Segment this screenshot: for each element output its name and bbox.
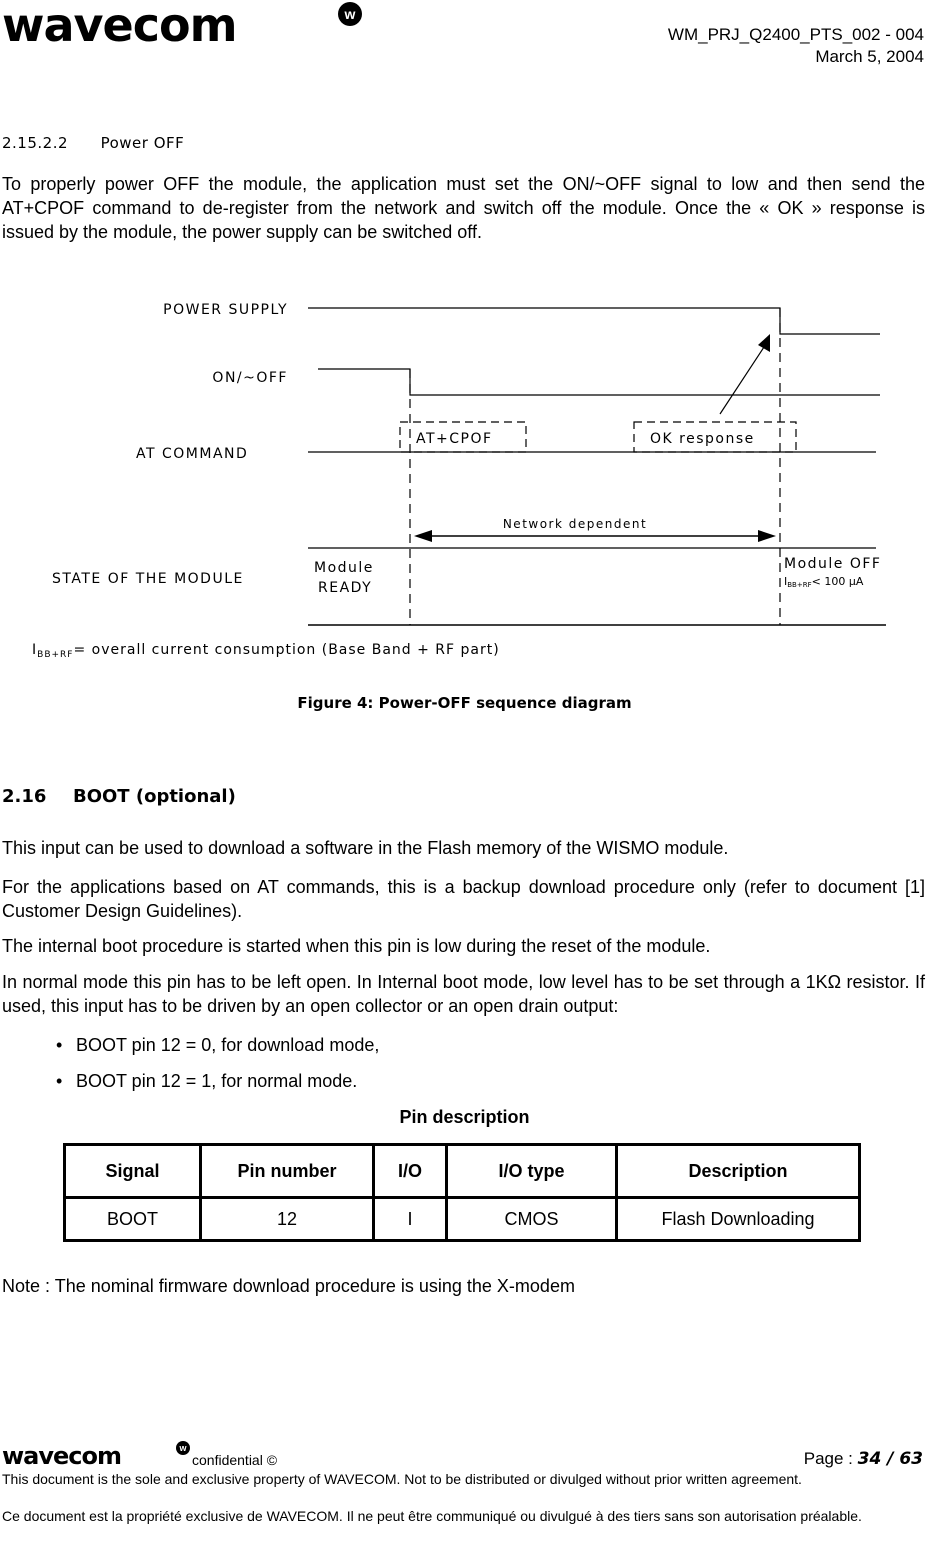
wavecom-logo-mark-icon: w: [338, 2, 362, 26]
table-cell: Flash Downloading: [617, 1198, 860, 1241]
table-cell: BOOT: [65, 1198, 201, 1241]
boot-paragraph-2: For the applications based on AT commands, this is a backup download procedure only (refer to document [1] Customer Design Guidelines).: [2, 877, 925, 921]
current-subscript: BB+RF: [787, 581, 812, 589]
network-arrowhead-left: [414, 530, 432, 542]
bullet-item: BOOT pin 12 = 0, for download mode,: [76, 1035, 380, 1055]
table-cell: CMOS: [447, 1198, 617, 1241]
figure-caption: Figure 4: Power-OFF sequence diagram: [297, 694, 632, 712]
footer-legal-fr: Ce document est la propriété exclusive de WAVECOM. Il ne peut être communiqué ou divulgué à des tiers sans son autorisation préalable.: [2, 1508, 862, 1524]
table-header-cell: I/O: [374, 1145, 447, 1198]
legend-current-symbol: I: [32, 642, 38, 658]
boot-paragraph-4: In normal mode this pin has to be left open. In Internal boot mode, low level has to be set through a 1KΩ resistor. If used, this input has to be driven by an open collector or an open drain output:: [2, 972, 925, 1016]
boot-paragraph-3: The internal boot procedure is started when this pin is low during the reset of the module.: [2, 936, 711, 956]
at-cpof-label: AT+CPOF: [416, 431, 493, 447]
footer-logo-text: wavecom: [2, 1442, 122, 1470]
footer-legal-en: This document is the sole and exclusive property of WAVECOM. Not to be distributed or divulged without prior written agreement.: [2, 1471, 802, 1487]
subsection-number: 2.15.2.2: [2, 134, 69, 152]
current-legend: [32, 642, 500, 660]
signal-label-on-off: ON/~OFF: [212, 370, 288, 386]
boot-paragraph-1: This input can be used to download a software in the Flash memory of the WISMO module.: [2, 838, 729, 858]
on-off-waveform: [318, 369, 880, 395]
page-label: Page :: [803, 1449, 853, 1468]
module-off-current: [784, 575, 864, 589]
table-header-cell: Pin number: [201, 1145, 374, 1198]
page-number: 34 / 63: [857, 1449, 923, 1469]
subsection-heading: [2, 134, 184, 152]
ok-to-power-arrow: [720, 344, 766, 414]
module-ready-label-line1: Module: [314, 560, 374, 576]
section-title: BOOT (optional): [72, 786, 236, 807]
footer-logo-mark-icon: w: [176, 1441, 190, 1455]
bullet-marker: •: [56, 1035, 63, 1055]
module-ready-label-line2: READY: [318, 580, 373, 596]
footer-confidential: confidential ©: [192, 1452, 278, 1468]
section-number: 2.16: [2, 786, 47, 807]
section-heading: [2, 786, 236, 807]
table-header-cell: Description: [617, 1145, 860, 1198]
ok-to-power-arrowhead: [758, 334, 770, 352]
wavecom-logo: [2, 0, 237, 52]
network-dependent-label: Network dependent: [502, 517, 648, 531]
logo-text: wavecom: [2, 0, 237, 52]
table-row: [65, 1198, 860, 1241]
table-title: Pin description: [399, 1107, 530, 1127]
pin-description-table: [63, 1143, 861, 1242]
table-header-cell: Signal: [65, 1145, 201, 1198]
bullet-marker: •: [56, 1071, 63, 1091]
signal-label-power-supply: POWER SUPPLY: [163, 302, 288, 318]
current-value: < 100 µA: [811, 575, 864, 588]
doc-ref-number: WM_PRJ_Q2400_PTS_002 - 004: [667, 25, 924, 44]
subsection-title: Power OFF: [100, 134, 185, 152]
table-header-cell: I/O type: [447, 1145, 617, 1198]
power-off-sequence-diagram: [0, 280, 929, 680]
current-symbol: I: [784, 575, 788, 588]
document-reference: [668, 24, 924, 68]
table-cell: 12: [201, 1198, 374, 1241]
doc-date: March 5, 2004: [815, 47, 924, 66]
signal-label-state: STATE OF THE MODULE: [52, 571, 244, 587]
legend-current-subscript: BB+RF: [37, 650, 74, 660]
network-arrowhead-right: [758, 530, 776, 542]
power-supply-waveform: [308, 308, 880, 334]
signal-label-at-command: AT COMMAND: [136, 446, 249, 462]
note-paragraph: Note : The nominal firmware download procedure is using the X-modem: [2, 1276, 575, 1296]
table-header-row: [65, 1145, 860, 1198]
table-cell: I: [374, 1198, 447, 1241]
bullet-item: BOOT pin 12 = 1, for normal mode.: [76, 1071, 358, 1091]
legend-text: = overall current consumption (Base Band + RF part): [73, 642, 500, 658]
footer-page: [804, 1449, 923, 1469]
ok-response-label: OK response: [650, 431, 755, 447]
module-off-label: Module OFF: [784, 556, 882, 572]
intro-paragraph: To properly power OFF the module, the application must set the ON/~OFF signal to low and then send the AT+CPOF command to de-register from the network and switch off the module. Once the « OK » response is issued by the module, the power supply can be switched off.: [2, 174, 925, 242]
footer-wavecom-logo: [2, 1444, 121, 1468]
